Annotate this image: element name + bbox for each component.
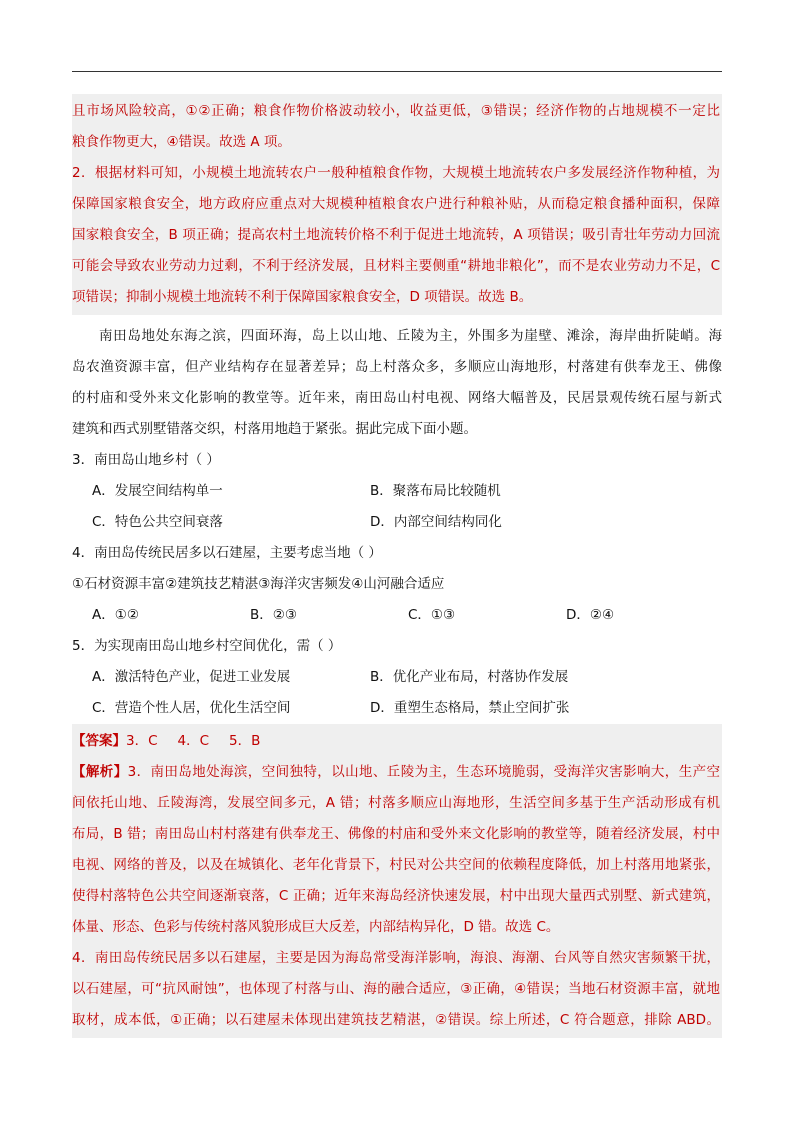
option-c[interactable]: C．营造个性人居，优化生活空间 <box>92 700 291 716</box>
option-c[interactable]: C．①③ <box>408 607 456 623</box>
analysis-line: 以石建屋，可“抗风耐蚀”，也体现了村落与山、海的融合适应，③正确，④错误；当地石材资源丰富，就地 <box>72 981 720 997</box>
answer-4: 4．C <box>177 733 210 749</box>
passage-line: 的村庙和受外来文化影响的教堂等。近年来，南田岛山村电视、网络大幅普及，民居景观传统石屋与新式 <box>72 390 722 406</box>
answer-5: 5．B <box>229 733 261 749</box>
answer-3: 3．C <box>126 733 158 749</box>
answer-line <box>72 726 720 757</box>
analysis-tag: 【解析】 <box>72 764 128 780</box>
page-content <box>72 94 722 1038</box>
analysis-line: 2．根据材料可知，小规模土地流转农户一般种植粮食作物，大规模土地流转农户多发展经济作物种植，为 <box>72 165 720 181</box>
analysis-block-top <box>72 94 722 315</box>
passage-line: 南田岛地处东海之滨，四面环海，岛上以山地、丘陵为主，外围多为崖壁、滩涂，海岸曲折陡峭。海 <box>99 328 722 344</box>
option-a[interactable]: A．①② <box>92 607 139 623</box>
analysis-line <box>72 757 720 788</box>
option-d[interactable]: D．②④ <box>566 607 615 623</box>
analysis-line: 可能会导致农业劳动力过剩，不利于经济发展，且材料主要侧重“耕地非粮化”，而不是农业劳动力不足，C <box>72 258 720 274</box>
option-d[interactable]: D．内部空间结构同化 <box>370 514 502 530</box>
analysis-line: 电视、网络的普及，以及在城镇化、老年化背景下，村民对公共空间的依赖程度降低，加上村落用地紧张， <box>72 857 720 873</box>
analysis-line: 布局，B 错；南田岛山村村落建有供奉龙王、佛像的村庙和受外来文化影响的教堂等，随着经济发展，村中 <box>72 826 720 842</box>
question-stem: 3．南田岛山地乡村（ ） <box>72 452 220 468</box>
passage-line: 岛农渔资源丰富，但产业结构存在显著差异；岛上村落众多，多顺应山海地形，村落建有供奉龙王、佛像 <box>72 359 722 375</box>
analysis-text: 3．南田岛地处海滨，空间独特，以山地、丘陵为主，生态环境脆弱，受海洋灾害影响大，生产空 <box>127 764 720 780</box>
question-4 <box>72 538 722 631</box>
analysis-line: 体量、形态、色彩与传统村落风貌形成巨大反差，内部结构异化，D 错。故选 C。 <box>72 919 560 935</box>
question-stem: 5．为实现南田岛山地乡村空间优化，需（ ） <box>72 638 342 654</box>
analysis-line: 间依托山地、丘陵海湾，发展空间多元，A 错；村落多顺应山海地形，生活空间多基于生产活动形成有机 <box>72 795 720 811</box>
option-b[interactable]: B．优化产业布局，村落协作发展 <box>370 669 569 685</box>
reading-passage <box>72 321 722 445</box>
answer-tag: 【答案】 <box>72 733 126 749</box>
analysis-line: 国家粮食安全，B 项正确；提高农村土地流转价格不利于促进土地流转，A 项错误；吸引青壮年劳动力回流 <box>72 227 720 243</box>
option-d[interactable]: D．重塑生态格局，禁止空间扩张 <box>370 700 570 716</box>
analysis-line: 4．南田岛传统民居多以石建屋，主要是因为海岛常受海洋影响，海浪、海潮、台风等自然灾害频繁干扰， <box>72 950 720 966</box>
question-5 <box>72 631 722 724</box>
question-items: ①石材资源丰富②建筑技艺精湛③海洋灾害频发④山河融合适应 <box>72 576 445 592</box>
option-b[interactable]: B．聚落布局比较随机 <box>370 483 501 499</box>
analysis-line: 取材，成本低，①正确；以石建屋未体现出建筑技艺精湛，②错误。综上所述，C 符合题意，排除 ABD。 <box>72 1012 720 1028</box>
answer-analysis-block <box>72 724 722 1038</box>
option-c[interactable]: C．特色公共空间衰落 <box>92 514 223 530</box>
analysis-line: 粮食作物更大，④错误。故选 A 项。 <box>72 134 291 150</box>
analysis-line: 项错误；抑制小规模土地流转不利于保障国家粮食安全，D 项错误。故选 B。 <box>72 289 533 305</box>
option-a[interactable]: A．激活特色产业，促进工业发展 <box>92 669 291 685</box>
analysis-line: 且市场风险较高，①②正确；粮食作物价格波动较小，收益更低，③错误；经济作物的占地规模不一定比 <box>72 103 720 119</box>
option-a[interactable]: A．发展空间结构单一 <box>92 483 223 499</box>
question-stem: 4．南田岛传统民居多以石建屋，主要考虑当地（ ） <box>72 545 382 561</box>
question-3 <box>72 445 722 538</box>
analysis-line: 使得村落特色公共空间逐渐衰落，C 正确；近年来海岛经济快速发展，村中出现大量西式别墅、新式建筑， <box>72 888 720 904</box>
passage-line: 建筑和西式别墅错落交织，村落用地趋于紧张。据此完成下面小题。 <box>72 421 477 437</box>
header-rule <box>72 71 722 72</box>
option-b[interactable]: B．②③ <box>250 607 297 623</box>
analysis-line: 保障国家粮食安全，地方政府应重点对大规模种植粮食农户进行种粮补贴，从而稳定粮食播种面积，保障 <box>72 196 720 212</box>
